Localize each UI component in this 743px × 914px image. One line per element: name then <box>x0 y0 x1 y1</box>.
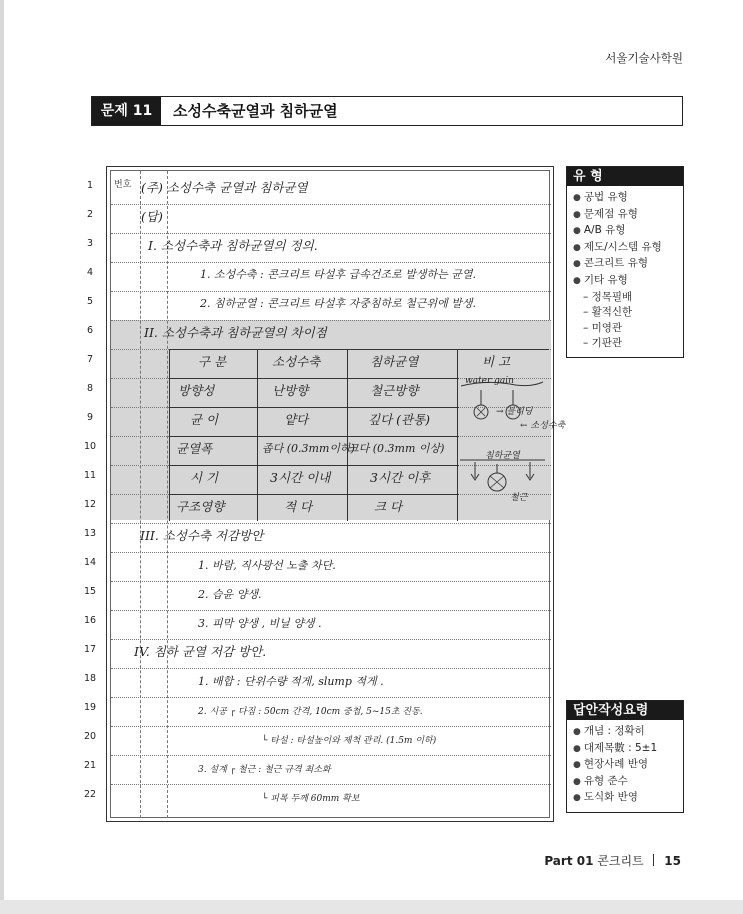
footer-part: Part 01 <box>544 854 594 868</box>
row-number: 8 <box>86 383 94 394</box>
sketch-note-water-gain: water gain <box>465 376 514 386</box>
table-cell: 적 다 <box>284 499 313 514</box>
handwriting-line-5: 2. 침하균열 : 콘크리트 타설후 자중침하로 철근위에 발생. <box>200 297 476 310</box>
handwriting-line-13: III. 소성수축 저감방안 <box>140 528 264 543</box>
type-subitem: – 기판관 <box>583 337 623 350</box>
answer-tip-item: ● 대제목數 : 5±1 <box>573 741 658 754</box>
handwriting-line-16: 3. 피막 양생 , 비닐 양생 . <box>198 617 322 630</box>
type-item: ● 문제점 유형 <box>573 207 638 220</box>
row-number: 16 <box>83 615 97 626</box>
handwriting-line-2: (답) <box>141 209 163 224</box>
handwriting-line-14: 1. 바람, 직사광선 노출 차단. <box>198 559 336 572</box>
type-item: ● A/B 유형 <box>573 224 626 237</box>
row-number: 6 <box>86 325 94 336</box>
row-number: 5 <box>86 296 94 307</box>
answer-tips-title: 답안작성요령 <box>567 701 683 720</box>
row-number: 3 <box>86 238 94 249</box>
row-number: 14 <box>83 557 97 568</box>
sketch-note-settlement: 침하균열 <box>485 451 520 461</box>
handwriting-line-4: 1. 소성수축 : 콘크리트 타설후 급속건조로 발생하는 균열. <box>200 268 476 281</box>
handwriting-line-6: II. 소성수축과 침하균열의 차이점 <box>144 325 327 340</box>
row-number: 9 <box>86 412 94 423</box>
problem-title-box <box>91 96 683 126</box>
table-header-note: 비 고 <box>482 354 511 369</box>
row-number: 15 <box>83 586 97 597</box>
row-number: 1 <box>86 180 94 191</box>
sheet-header-label: 번호 <box>114 180 132 190</box>
table-header-settlement: 침하균열 <box>370 354 419 369</box>
footer-separator <box>653 854 654 866</box>
problem-number: 문제 11 <box>92 97 161 125</box>
answer-tip-item: ● 개념 : 정확히 <box>573 725 645 737</box>
table-cell: 시 기 <box>190 470 219 485</box>
handwriting-line-17: IV. 침하 균열 저감 방안. <box>134 644 267 659</box>
table-cell: 얕다 <box>284 412 309 427</box>
row-number: 7 <box>86 354 94 365</box>
table-cell: 구조영향 <box>176 499 225 514</box>
page-number: 15 <box>664 854 681 868</box>
row-number: 10 <box>83 441 97 452</box>
row-number: 13 <box>83 528 97 539</box>
type-item: ● 제도/시스템 유형 <box>573 240 662 253</box>
row-number: 19 <box>83 702 97 713</box>
table-cell: 균 이 <box>190 412 219 427</box>
row-number: 20 <box>83 731 97 742</box>
table-header-category: 구 분 <box>198 354 227 369</box>
footer-section: 콘크리트 <box>597 854 644 868</box>
page-footer <box>544 852 681 869</box>
table-header-plastic: 소성수축 <box>272 354 321 369</box>
row-number: 21 <box>83 760 97 771</box>
type-subitem: – 활적신한 <box>583 306 633 319</box>
table-cell: 난방향 <box>272 383 309 398</box>
row-number: 11 <box>83 470 97 481</box>
handwriting-line-15: 2. 습윤 양생. <box>198 588 262 601</box>
row-number: 4 <box>86 267 94 278</box>
answer-tip-item: ● 유형 준수 <box>573 774 628 787</box>
bottom-edge-bar <box>0 900 743 914</box>
row-number: 22 <box>83 789 97 800</box>
handwriting-line-18: 1. 배합 : 단위수량 적게, slump 적게 . <box>198 675 384 688</box>
type-item: ● 콘크리트 유형 <box>573 257 649 270</box>
table-cell: 크다 (0.3mm 이상) <box>348 442 445 455</box>
handwriting-line-19: 2. 시공 ┌ 다짐 : 50cm 간격, 10cm 중첩, 5~15초 진동. <box>198 707 423 717</box>
type-subitem: – 미영관 <box>583 321 623 334</box>
table-cell: 균열폭 <box>176 441 213 456</box>
handwriting-line-3: I. 소성수축과 침하균열의 정의. <box>148 238 318 253</box>
row-number: 17 <box>83 644 97 655</box>
left-edge-bar <box>0 0 4 914</box>
handwriting-line-1: (주) 소성수축 균열과 침하균열 <box>141 180 308 195</box>
handwriting-line-21: 3. 설계 ┌ 철근 : 철근 규격 최소화 <box>198 765 331 775</box>
row-number: 2 <box>86 209 94 220</box>
table-cell: 방향성 <box>178 383 215 398</box>
row-number: 12 <box>83 499 97 510</box>
type-subitem: – 정목필배 <box>583 290 633 303</box>
table-cell: 크 다 <box>374 499 403 514</box>
type-sidebar <box>566 166 684 358</box>
sketch-note-bleeding: → 블리딩 <box>496 407 533 417</box>
sketch-note-plastic: ← 소성수축 <box>520 421 566 431</box>
problem-title: 소성수축균열과 침하균열 <box>173 102 338 120</box>
table-cell: 3시간 이내 <box>270 470 331 485</box>
answer-tips-sidebar <box>566 700 684 813</box>
table-cell: 깊다 (관통) <box>368 412 431 427</box>
header-school-name: 서울기술사학원 <box>605 51 683 65</box>
crack-sketch-diagram <box>455 372 550 522</box>
table-cell: 철근방향 <box>370 383 419 398</box>
table-cell: 3시간 이후 <box>370 470 431 485</box>
handwriting-line-22: └ 피복 두께 60mm 확보 <box>262 794 360 804</box>
row-number: 18 <box>83 673 97 684</box>
type-item: ● 기타 유형 <box>573 273 628 286</box>
type-item: ● 공법 유형 <box>573 191 628 203</box>
handwriting-line-20: └ 타설 : 타설높이와 제척 관리. (1.5m 이하) <box>262 736 437 746</box>
table-cell: 좁다 (0.3mm이하) <box>262 442 355 455</box>
answer-tip-item: ● 도식화 반영 <box>573 791 638 804</box>
answer-tip-item: ● 현장사례 반영 <box>573 758 649 771</box>
type-sidebar-title: 유 형 <box>567 167 683 186</box>
sketch-note-rebar: 철근 <box>510 493 528 503</box>
